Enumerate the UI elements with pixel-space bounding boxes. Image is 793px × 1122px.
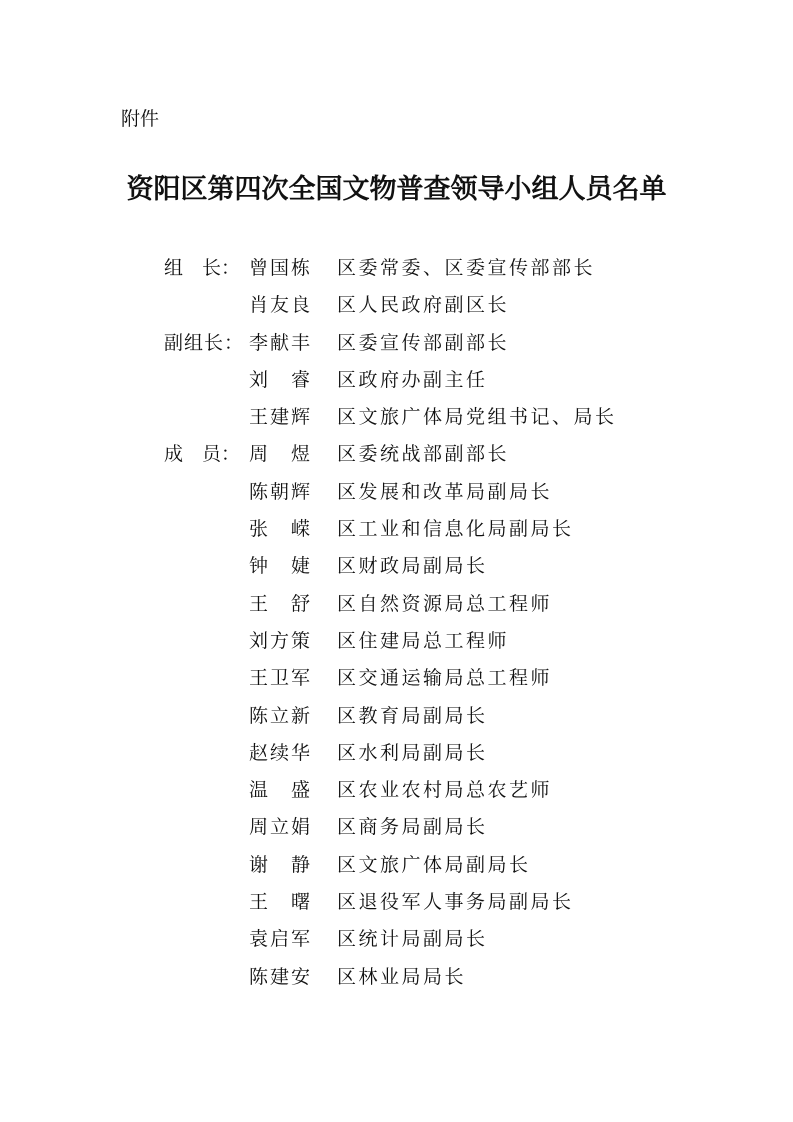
member-duty: 区人民政府副区长 <box>337 294 510 317</box>
member-name: 曾国栋 <box>249 257 310 279</box>
member-duty: 区文旅广体局党组书记、局长 <box>337 406 617 429</box>
member-name: 陈立新 <box>249 704 310 727</box>
member-name: 周立娟 <box>249 816 310 839</box>
member-duty: 区委常委、区委宣传部部长 <box>337 257 596 279</box>
member-duty: 区退役军人事务局副局长 <box>337 891 574 914</box>
member-duty: 区林业局局长 <box>337 965 467 988</box>
member-duty: 区农业农村局总农艺师 <box>337 779 553 802</box>
member-duty: 区统计局副局长 <box>337 928 488 951</box>
member-name: 王 舒 <box>249 592 310 615</box>
member-name: 王卫军 <box>249 667 310 690</box>
member-duty: 区自然资源局总工程师 <box>337 592 553 615</box>
member-duty: 区水利局副局长 <box>337 741 488 764</box>
member-name: 温 盛 <box>249 779 310 802</box>
member-duty: 区委宣传部副部长 <box>337 331 510 354</box>
member-name: 李献丰 <box>249 331 310 354</box>
attachment-label: 附件 <box>121 108 160 130</box>
member-name: 刘方策 <box>249 629 310 652</box>
member-name: 周 煜 <box>249 443 310 466</box>
member-name: 袁启军 <box>249 928 310 951</box>
member-name: 赵续华 <box>249 741 310 764</box>
member-duty: 区教育局副局长 <box>337 704 488 727</box>
member-name: 钟 婕 <box>249 555 310 578</box>
document-title: 资阳区第四次全国文物普查领导小组人员名单 <box>126 174 667 205</box>
member-name: 王建辉 <box>249 406 310 429</box>
member-name: 肖友良 <box>249 294 310 317</box>
member-duty: 区政府办副主任 <box>337 368 488 391</box>
member-duty: 区财政局副局长 <box>337 555 488 578</box>
member-role: 组 长： <box>164 257 241 279</box>
member-role: 副组长： <box>164 331 245 354</box>
member-name: 谢 静 <box>249 853 310 876</box>
member-name: 陈朝辉 <box>249 480 310 503</box>
member-duty: 区委统战部副部长 <box>337 443 510 466</box>
member-duty: 区文旅广体局副局长 <box>337 853 531 876</box>
member-name: 王 曙 <box>249 891 310 914</box>
member-duty: 区发展和改革局副局长 <box>337 480 553 503</box>
member-name: 张 嵘 <box>249 518 310 541</box>
member-duty: 区住建局总工程师 <box>337 629 510 652</box>
member-name: 陈建安 <box>249 965 310 988</box>
member-duty: 区交通运输局总工程师 <box>337 667 553 690</box>
member-name: 刘 睿 <box>249 368 310 391</box>
member-role: 成 员： <box>164 443 241 466</box>
member-duty: 区工业和信息化局副局长 <box>337 518 574 541</box>
member-duty: 区商务局副局长 <box>337 816 488 839</box>
